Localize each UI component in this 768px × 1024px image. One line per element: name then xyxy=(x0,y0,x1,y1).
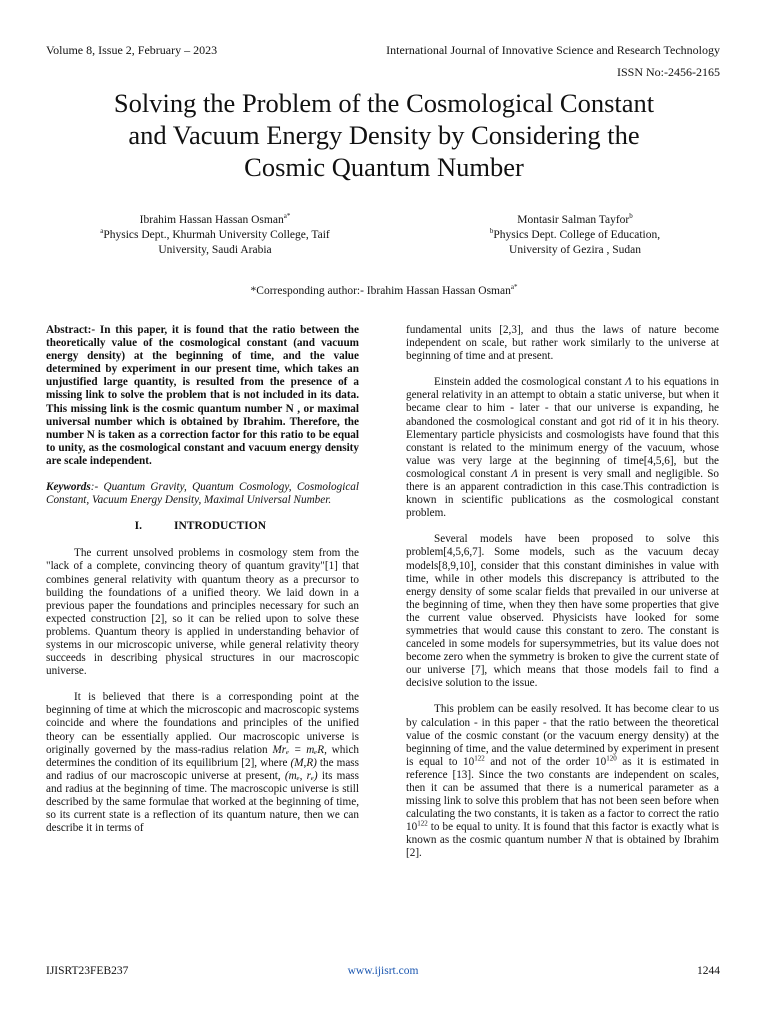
lambda-symbol: Λ xyxy=(511,467,518,480)
paragraph: This problem can be easily resolved. It has become clear to us by calculation - in this paper - that the ratio between the theoretical value of the cosmic constant (or the vacuum energy density) at the beginning of time, and the value determined by experiment in present is equal to $10^{122}$ and not of the order $10^{120}$ as it is estimated in reference [13]. Since the two constants are independent on scales, then it can be assumed that there is a numerical parameter as a missing link to solve this problem that has not been seen before when calculating the two constants, it is taken as a factor to correct the ratio $10^{122}$ to be equal to unity. It is found that this factor is exactly what is known as the cosmic quantum number N that is obtained by Ibrahim [2]. xyxy=(406,703,719,860)
affiliation-sup: b xyxy=(489,227,494,236)
paragraph: Einstein added the cosmological constant Λ to his equations in general relativity in an attempt to obtain a static universe, but when it became clear to him - later - that our universe is expanding, he abandoned the cosmological constant and got rid of it in his theory. Elementary particle physicists and cosmologists have found that this constant is related to the minimum energy of the vacuum, whose value was very large at the beginning of time[4,5,6], but the cosmological constant Λ in present is very small and negligible. So there is an apparent contradiction in this case.This contradiction is known in scientific publications as the cosmological constant problem. xyxy=(406,376,720,520)
corresponding-author: *Corresponding author:- Ibrahim Hassan Hassan Osman$^{a*}$ xyxy=(250,283,518,297)
equation: (mₑ, rₑ) xyxy=(284,769,318,782)
page-number: 1244 xyxy=(697,965,720,977)
issn: ISSN No:-2456-2165 xyxy=(616,65,720,79)
section-heading: I. INTRODUCTION xyxy=(134,520,267,533)
power-expression: $10^{122}$ xyxy=(463,754,485,768)
power-expression: $10^{120}$ xyxy=(595,754,617,768)
paragraph: The current unsolved problems in cosmology stem from the "lack of a complete, convincing theory of quantum gravity"[1] that combines general relativity with quantum theory as a precursor to building the foundations of a unified theory. We laid down in a previous paper the foundations and principles necessary for such an expected construction [2], so it can be relied upon to solve these problems. Quantum theory is applied in understanding behavior of systems in our microscopic universe, while general relativity theory succeeds in describing physical structures in our macroscopic universe. xyxy=(46,547,359,678)
author-sup: b xyxy=(629,212,633,221)
abstract: Abstract:- In this paper, it is found that the ratio between the theoretically value of the cosmological constant (and vacuum energy density) at the beginning of time, and the value determined by experiment in our present time, which takes an unjustified large quantity, is resulted from the presence of a missing link to solve the problem that is not included in its data. This missing link is the cosmic quantum number N , or maximal universal number which is obtained by Ibrahim. Therefore, the number N is taken as a correction factor for this ratio to be equal to unity, as the cosmological constant and vacuum energy density are scale independent. xyxy=(46,324,359,467)
affiliation: University, Saudi Arabia xyxy=(158,244,272,256)
journal-website-link[interactable]: www.ijisrt.com xyxy=(347,965,419,977)
right-column xyxy=(406,324,719,874)
affiliation: Physics Dept. College of Education, xyxy=(493,229,661,241)
title-line: and Vacuum Energy Density by Considering the xyxy=(128,120,640,150)
author-name: Ibrahim Hassan Hassan Osman xyxy=(139,214,284,226)
author-sup: a* xyxy=(283,212,291,221)
author-name: Montasir Salman Tayfor xyxy=(517,214,630,226)
equation: Mrₑ = mₑR xyxy=(272,743,325,756)
volume-info: Volume 8, Issue 2, February – 2023 xyxy=(46,43,218,57)
lambda-symbol: Λ xyxy=(625,376,632,389)
paper-title xyxy=(40,87,728,183)
affiliation: Physics Dept., Khurmah University College, Taif xyxy=(103,229,330,241)
power-expression: $10^{122}$ xyxy=(406,819,428,834)
paragraph: It is believed that there is a corresponding point at the beginning of time at which the microscopic and macroscopic systems coincide and where the foundations and principles of the unified theory can be essentially applied. Our macroscopic universe is originally governed by the mass-radius relation Mrₑ = mₑR, which determines the condition of its equilibrium [2], where (M,R) the mass and radius of our macroscopic universe at present, (mₑ, rₑ) its mass and radius at the beginning of time. The macroscopic universe is still described by the same formulae that worked at the beginning of time, so its current state is a reflection of its quantum nature, then we can describe it in terms of xyxy=(46,691,360,835)
paper-id: IJISRT23FEB237 xyxy=(46,965,129,977)
paragraph: fundamental units [2,3], and thus the laws of nature become independent on scale, but rather work similarly to the universe at beginning of time and at present. xyxy=(406,324,719,363)
author-block-2 xyxy=(430,213,720,258)
paragraph: Several models have been proposed to solve this problem[4,5,6,7]. Some models, such as the vacuum decay models[8,9,10], consider that this constant diminishes in value with time, while in other models this discrepancy is attributed to the energy density of some scalar fields that prevailed in our universe at the beginning of time, when they then have some properties that give the current value observed. Physicists have looked for some symmetries that would cause this constant to zero. The constant is canceled in some models for supersymmetries, but its value does not become zero when the symmetry is broken to give the current state of our universe [7], which means that those models fail to find a decisive solution to the issue. xyxy=(406,533,719,690)
affiliation: University of Gezira , Sudan xyxy=(509,244,641,256)
cosmic-quantum-number-symbol: N xyxy=(585,834,593,847)
keywords: Keywords:- Quantum Gravity, Quantum Cosmology, Cosmological Constant, Vacuum Energy Density, Maximal Universal Number. xyxy=(46,481,359,507)
title-line: Cosmic Quantum Number xyxy=(244,152,524,182)
affiliation-sup: a xyxy=(100,227,104,236)
title-line: Solving the Problem of the Cosmological Constant xyxy=(113,88,655,118)
left-column xyxy=(46,324,359,848)
equation: (M,R) xyxy=(290,756,317,769)
author-block-1 xyxy=(70,213,360,258)
journal-name: International Journal of Innovative Science and Research Technology xyxy=(386,43,720,57)
